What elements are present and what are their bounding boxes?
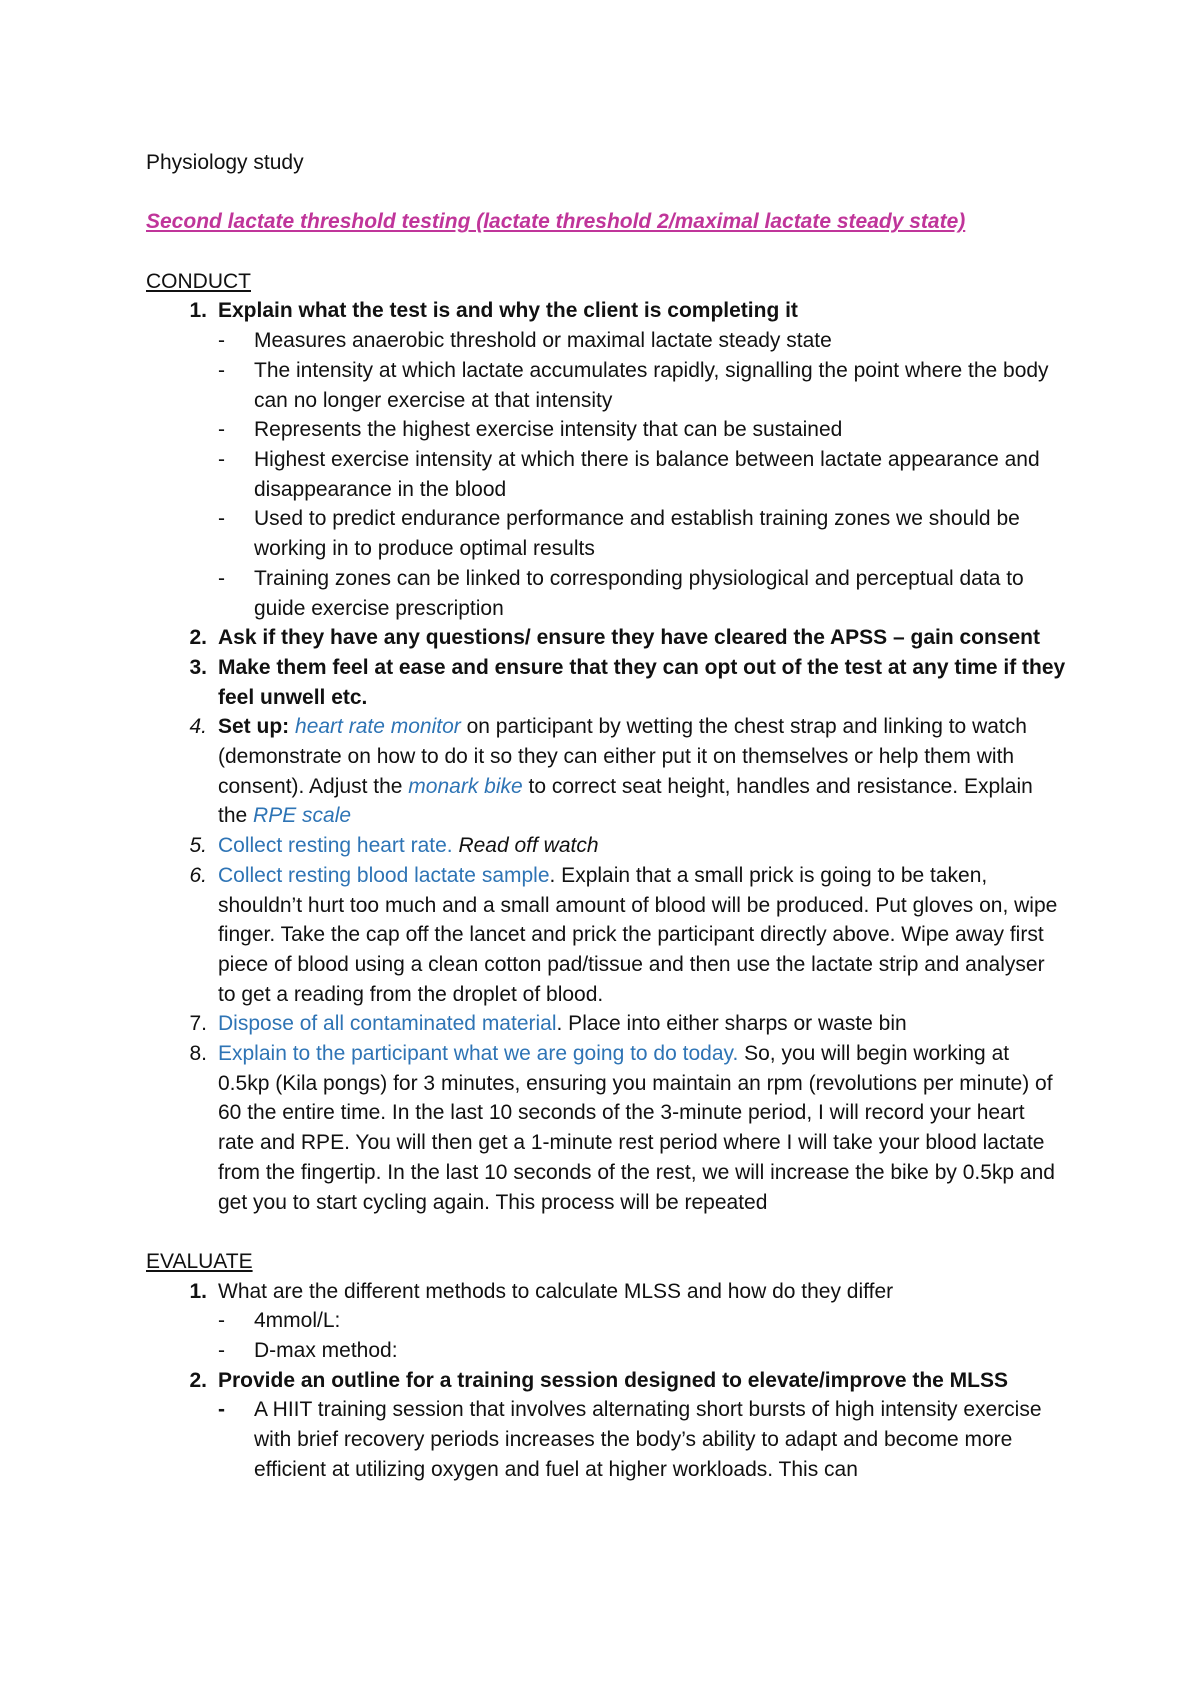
list-number: 8. <box>189 1042 207 1066</box>
document-body <box>146 148 1066 1485</box>
document-subtitle: Second lactate threshold testing (lactate threshold 2/maximal lactate steady state) <box>146 210 966 234</box>
conduct-item-5-text: Collect resting heart rate. Read off watch <box>218 834 599 858</box>
list-item: - Measures anaerobic threshold or maximal lactate steady state <box>218 329 832 353</box>
conduct-heading: CONDUCT <box>146 269 251 293</box>
evaluate-item-1 <box>146 1277 1066 1366</box>
list-item: - D-max method: <box>218 1339 398 1363</box>
conduct-item-4 <box>146 712 1066 831</box>
evaluate-list <box>146 1277 1066 1485</box>
conduct-item-1 <box>146 296 1066 623</box>
list-number: 1. <box>189 299 207 323</box>
list-item: - A HIIT training session that involves alternating short bursts of high intensity exercise with brief recovery periods increases the body’s ability to adapt and become more efficient at utilizing oxygen and fuel at higher workloads. This can <box>218 1398 1042 1481</box>
list-item: - Training zones can be linked to corresponding physiological and perceptual data to guide exercise prescription <box>218 566 1024 620</box>
monark-bike-term: monark bike <box>408 774 523 798</box>
conduct-item-1-bullets <box>218 326 1066 623</box>
conduct-item-2 <box>146 623 1066 653</box>
evaluate-item-2-text: Provide an outline for a training session designed to elevate/improve the MLSS <box>218 1368 1009 1392</box>
list-number: 3. <box>189 655 207 679</box>
list-number: 4. <box>189 715 207 739</box>
list-number: 7. <box>189 1012 207 1036</box>
conduct-item-1-text: Explain what the test is and why the client is completing it <box>218 299 798 323</box>
list-number: 1. <box>189 1279 207 1303</box>
document-header: Physiology study <box>146 151 304 174</box>
evaluate-item-1-bullets <box>218 1306 1066 1365</box>
conduct-item-8-text: Explain to the participant what we are going to do today. So, you will begin working at 0.5kp (Kila pongs) for 3 minutes, ensuring you maintain an rpm (revolutions per minute) of 60 the entire time. In the last 10 seconds of the 3-minute period, I will record your heart rate and RPE. You will then get a 1-minute rest period where I will take your blood lactate from the fingertip. In the last 10 seconds of the rest, we will increase the bike by 0.5kp and get you to start cycling again. This process will be repeated <box>218 1042 1055 1214</box>
list-number: 2. <box>189 1368 207 1392</box>
conduct-list <box>146 296 1066 1217</box>
rpe-scale-term: RPE scale <box>253 804 352 828</box>
conduct-item-7-text: Dispose of all contaminated material. Place into either sharps or waste bin <box>218 1012 907 1036</box>
list-item: - 4mmol/L: <box>218 1309 341 1333</box>
conduct-item-6-text: Collect resting blood lactate sample. Explain that a small prick is going to be taken, shouldn’t hurt too much and a small amount of blood will be produced. Put gloves on, wipe finger. Take the cap off the lancet and prick the participant directly above. Wipe away first piece of blood using a clean cotton pad/tissue and then use the lactate strip and analyser to get a reading from the droplet of blood. <box>218 863 1058 1006</box>
evaluate-item-2-bullets <box>218 1395 1066 1484</box>
conduct-item-2-text: Ask if they have any questions/ ensure they have cleared the APSS – gain consent <box>218 626 1041 650</box>
list-item: - Used to predict endurance performance and establish training zones we should be working in to produce optimal results <box>218 507 1020 561</box>
list-number: 2. <box>189 626 207 650</box>
conduct-item-8 <box>146 1039 1066 1217</box>
evaluate-item-2 <box>146 1366 1066 1485</box>
conduct-item-3-text: Make them feel at ease and ensure that they can opt out of the test at any time if they feel unwell etc. <box>218 655 1066 709</box>
conduct-item-6 <box>146 861 1066 1010</box>
list-item: - Highest exercise intensity at which there is balance between lactate appearance and disappearance in the blood <box>218 448 1040 501</box>
list-item: - The intensity at which lactate accumulates rapidly, signalling the point where the body can no longer exercise at that intensity <box>218 358 1049 412</box>
conduct-item-7 <box>146 1009 1066 1039</box>
evaluate-heading: EVALUATE <box>146 1249 253 1273</box>
evaluate-item-1-text: What are the different methods to calculate MLSS and how do they differ <box>218 1279 894 1303</box>
heart-rate-monitor-term: heart rate monitor <box>295 715 461 739</box>
list-number: 6. <box>189 863 207 887</box>
conduct-item-5 <box>146 831 1066 861</box>
list-item: - Represents the highest exercise intensity that can be sustained <box>218 418 843 442</box>
conduct-item-3 <box>146 653 1066 712</box>
list-number: 5. <box>189 834 207 858</box>
conduct-item-4-text: Set up: heart rate monitor on participant by wetting the chest strap and linking to watch (demonstrate on how to do it so they can either put it on themselves or help them with consent). Adjust the monark bike to correct seat height, handles and resistance. Explain the RPE scale <box>218 715 1033 828</box>
